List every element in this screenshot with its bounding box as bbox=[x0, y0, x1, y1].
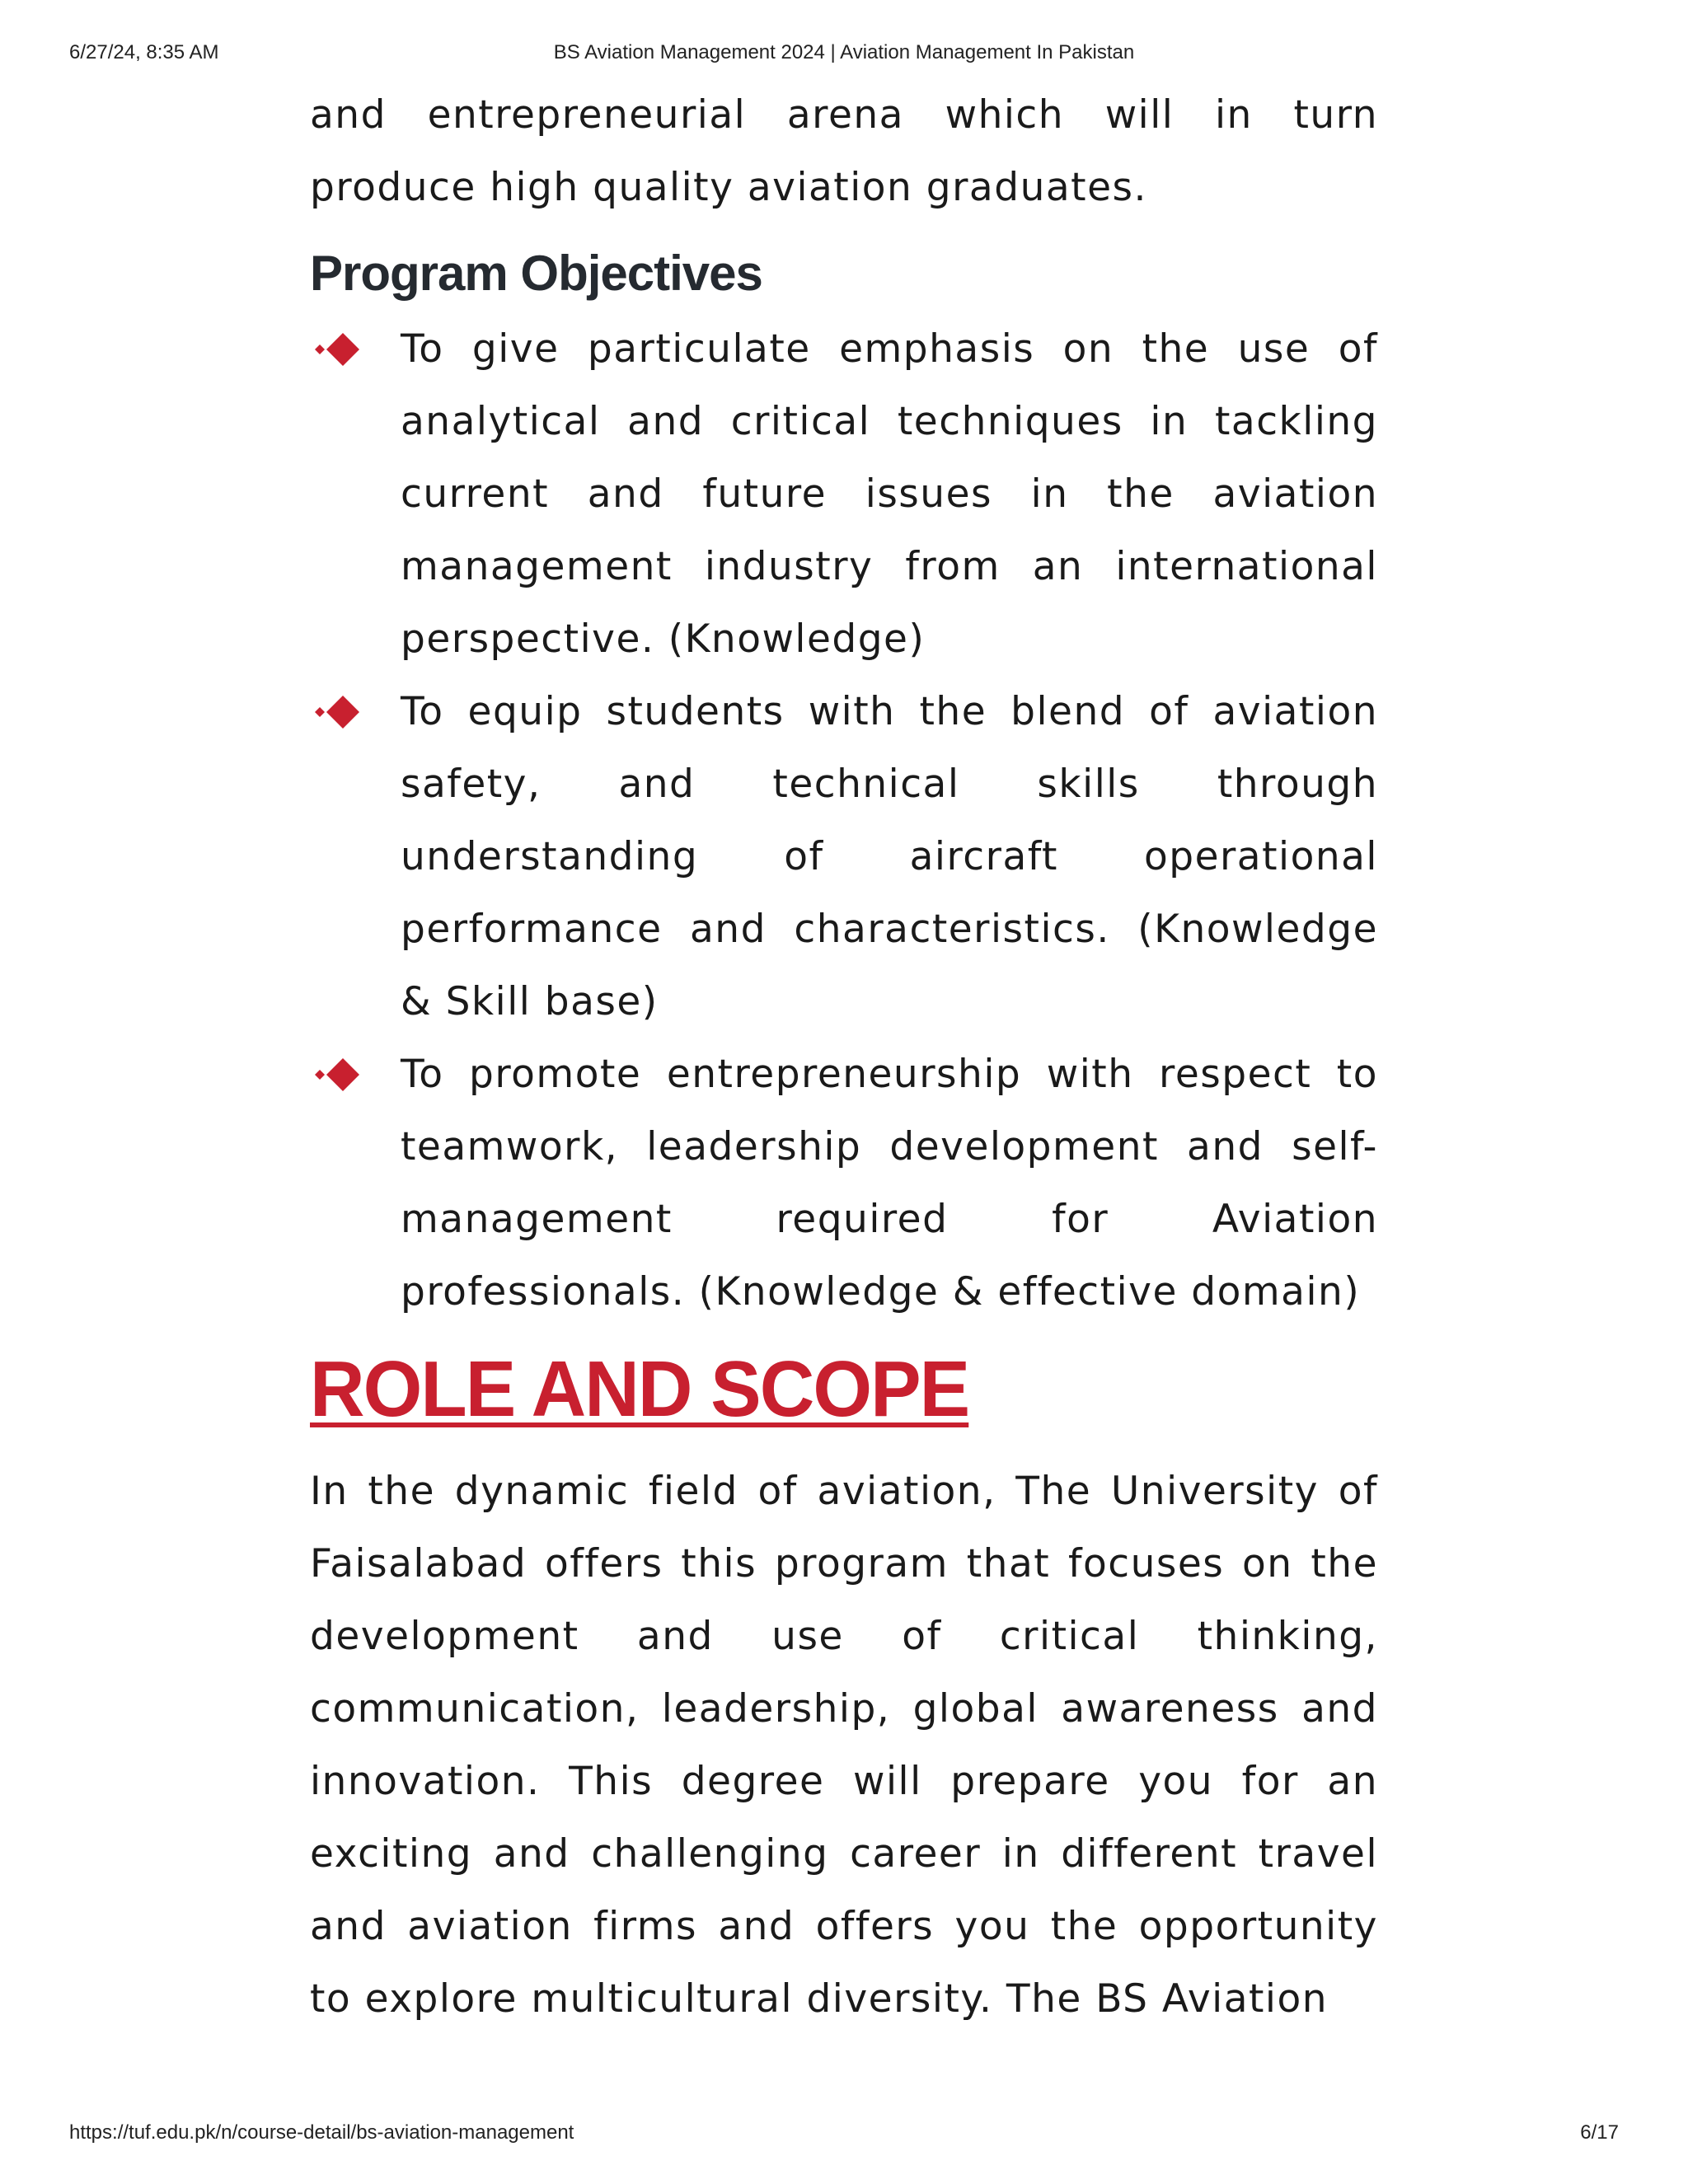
objective-text: To equip students with the blend of aviation safety, and technical skills through understanding of aircraft operational performance and characteristics. (Knowledge & Skill base) bbox=[401, 689, 1378, 1024]
objective-text: To give particulate emphasis on the use of analytical and critical techniques in tackling current and future issues in the aviation management industry from an international perspective. (Knowledge) bbox=[401, 326, 1378, 662]
page-number: 6/17 bbox=[1580, 2121, 1619, 2144]
print-date: 6/27/24, 8:35 AM bbox=[69, 41, 219, 63]
role-and-scope-paragraph: In the dynamic field of aviation, The University of Faisalabad offers this program that focuses on the development and use of critical thinking, communication, leadership, global awareness and innovation. This degree will prepare you for an exciting and challenging career in different travel and aviation firms and offers you the opportunity to explore multicultural diversity. The BS Aviation bbox=[310, 1469, 1378, 2022]
page-content bbox=[310, 79, 1378, 2036]
diamond-bullet-icon bbox=[310, 331, 363, 368]
intro-paragraph: and entrepreneurial arena which will in turn produce high quality aviation graduates. bbox=[310, 92, 1378, 210]
objectives-list bbox=[310, 313, 1378, 1329]
objective-item bbox=[310, 1038, 1378, 1329]
program-objectives-heading: Program Objectives bbox=[310, 246, 762, 301]
diamond-bullet-icon bbox=[310, 1057, 363, 1093]
document-title: BS Aviation Management 2024 | Aviation Management In Pakistan bbox=[553, 41, 1135, 63]
objective-text: To promote entrepreneurship with respect to teamwork, leadership development and self-management required for Aviation professionals. (Knowledge & effective domain) bbox=[401, 1052, 1378, 1315]
diamond-bullet-icon bbox=[310, 694, 363, 730]
print-header bbox=[0, 41, 1688, 71]
page-url: https://tuf.edu.pk/n/course-detail/bs-aviation-management bbox=[69, 2121, 574, 2144]
role-and-scope-heading: ROLE AND SCOPE bbox=[310, 1345, 969, 1433]
print-footer bbox=[0, 2121, 1688, 2151]
objective-item bbox=[310, 676, 1378, 1038]
objective-item bbox=[310, 313, 1378, 676]
